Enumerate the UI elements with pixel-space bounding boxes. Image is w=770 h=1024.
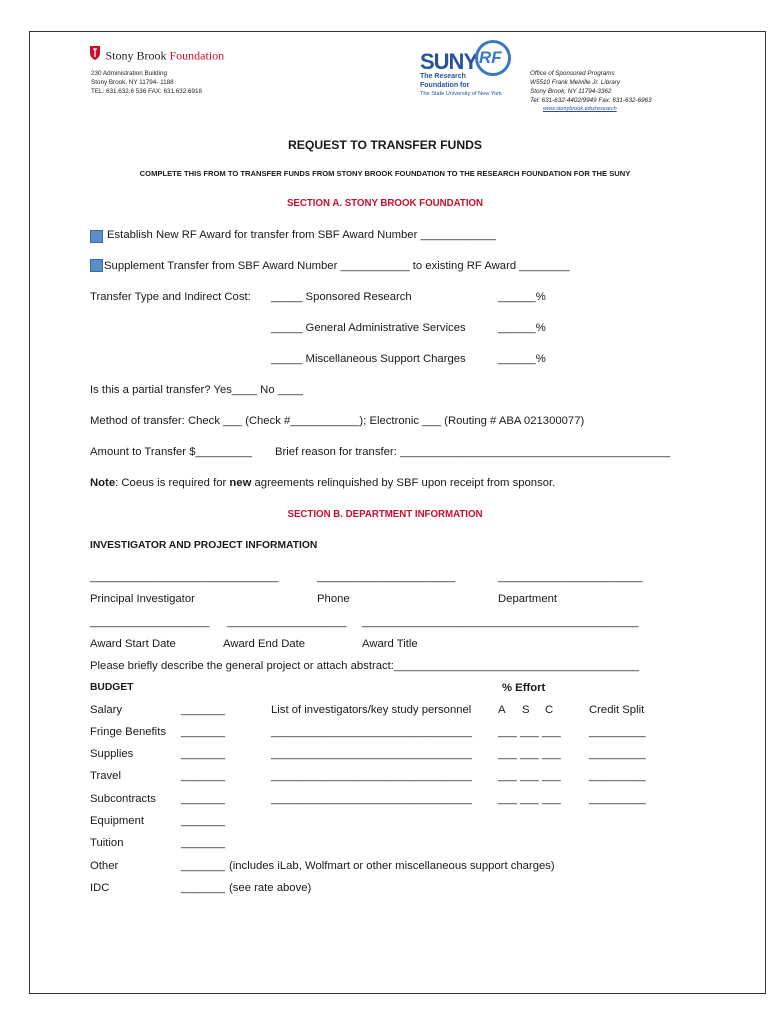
budget-row-label: Equipment xyxy=(90,815,145,827)
credit-line: _________ xyxy=(589,748,646,760)
pi-line: ______________________________ xyxy=(90,571,279,583)
establish-new-label: Establish New RF Award for transfer from SBF Award Number ____________ xyxy=(107,229,496,241)
rf-logo-text: RF xyxy=(479,48,502,67)
office-line3: Stony Brook, NY 11794-3362 xyxy=(530,88,612,95)
office-line2: W5510 Frank Melville Jr. Library xyxy=(530,79,621,86)
personnel-line: ________________________________ xyxy=(271,793,473,805)
rf-tagline-3: The State University of New York xyxy=(420,91,502,97)
rf-tagline-2: Foundation for xyxy=(420,82,470,89)
award-end-label: Award End Date xyxy=(223,638,306,650)
supplement-checkbox[interactable] xyxy=(90,259,103,272)
budget-heading: BUDGET xyxy=(90,682,134,693)
budget-row-label: Tuition xyxy=(90,837,124,849)
budget-row-label: Salary xyxy=(90,704,123,716)
sbf-address-line1: 230 Administration Building xyxy=(91,70,167,77)
rf-tagline-1: The Research xyxy=(420,73,466,80)
budget-row-blank: _______ xyxy=(181,770,225,782)
credit-line: _________ xyxy=(589,726,646,738)
section-a-heading: SECTION A. STONY BROOK FOUNDATION xyxy=(286,198,484,209)
form-subtitle: COMPLETE THIS FROM TO TRANSFER FUNDS FROM STONY BROOK FOUNDATION TO THE RESEARCH FOUNDATION FOR THE SUNY xyxy=(139,169,631,178)
transfer-type-label: Transfer Type and Indirect Cost: xyxy=(90,291,251,303)
department-label: Department xyxy=(498,593,558,605)
effort-line: ___ ___ ___ xyxy=(498,726,561,738)
effort-line: ___ ___ ___ xyxy=(498,770,561,782)
budget-row-blank: _______ xyxy=(181,704,225,716)
budget-row-label: Subcontracts xyxy=(90,793,156,805)
type-sponsored-research: _____ Sponsored Research xyxy=(271,291,412,303)
sbf-phone: TEL: 631.632.6 536 FAX: 631.632.6918 xyxy=(91,88,202,95)
budget-row-label: Other xyxy=(90,860,119,872)
budget-row-blank: _______ xyxy=(181,793,225,805)
award-start-line: ___________________ xyxy=(90,616,210,628)
award-end-line: ___________________ xyxy=(227,616,347,628)
budget-row-blank: _______ xyxy=(181,882,225,894)
budget-row-label: Supplies xyxy=(90,748,134,760)
budget-row-label: IDC xyxy=(90,882,110,894)
budget-row-blank: _______ xyxy=(181,837,225,849)
effort-heading: % Effort xyxy=(502,682,546,694)
effort-line: ___ ___ ___ xyxy=(498,793,561,805)
note-text xyxy=(90,477,555,489)
effort-col-s: S xyxy=(522,704,530,716)
pi-label: Principal Investigator xyxy=(90,593,195,605)
budget-row-label: Fringe Benefits xyxy=(90,726,166,738)
section-b-heading: SECTION B. DEPARTMENT INFORMATION xyxy=(287,509,483,520)
type-general-admin-pct: ______% xyxy=(498,322,546,334)
office-line4: Tel: 631-632-4402/9949 Fax: 631-632-6963 xyxy=(530,97,652,104)
note-text-part2: agreements relinquished by SBF upon receipt from sponsor. xyxy=(251,477,556,489)
award-title-label: Award Title xyxy=(362,638,418,650)
personnel-line: ________________________________ xyxy=(271,770,473,782)
note-label: Note xyxy=(90,477,116,489)
form-title: REQUEST TO TRANSFER FUNDS xyxy=(287,138,483,152)
award-title-line: ____________________________________________ xyxy=(362,616,639,628)
effort-line: ___ ___ ___ xyxy=(498,748,561,760)
office-line1: Office of Sponsored Programs xyxy=(530,70,615,77)
note-text-part1: : Coeus is required for xyxy=(115,477,230,489)
suny-logo-text: SUNY xyxy=(420,49,478,74)
investigator-project-heading: INVESTIGATOR AND PROJECT INFORMATION xyxy=(90,540,318,551)
award-start-label: Award Start Date xyxy=(90,638,176,650)
effort-col-a: A xyxy=(498,704,506,716)
budget-row-label: Travel xyxy=(90,770,121,782)
brief-reason: Brief reason for transfer: ___________________________________________ xyxy=(275,446,671,458)
phone-line: ______________________ xyxy=(317,571,456,583)
credit-line: _________ xyxy=(589,770,646,782)
credit-split-heading: Credit Split xyxy=(589,704,645,716)
type-misc-support: _____ Miscellaneous Support Charges xyxy=(271,353,466,365)
department-line: _______________________ xyxy=(498,571,643,583)
sbf-name-part1: Stony Brook xyxy=(105,48,167,63)
office-url-link[interactable]: www.stonybrook.edu/research xyxy=(543,106,617,112)
amount-to-transfer: Amount to Transfer $_________ xyxy=(90,446,253,458)
phone-label: Phone xyxy=(317,593,350,605)
budget-row-blank: _______ xyxy=(181,748,225,760)
budget-row-blank: _______ xyxy=(181,726,225,738)
supplement-label: Supplement Transfer from SBF Award Number ___________ to existing RF Award ________ xyxy=(104,260,570,272)
personnel-heading: List of investigators/key study personnel xyxy=(271,704,472,716)
sbf-name-part2: Foundation xyxy=(169,48,225,63)
type-sponsored-research-pct: ______% xyxy=(498,291,546,303)
type-general-admin: _____ General Administrative Services xyxy=(271,322,466,334)
personnel-line: ________________________________ xyxy=(271,726,473,738)
budget-row-note: (see rate above) xyxy=(229,882,312,894)
personnel-line: ________________________________ xyxy=(271,748,473,760)
describe-project: Please briefly describe the general project or attach abstract:_______________________________________ xyxy=(90,660,639,672)
budget-row-blank: _______ xyxy=(181,860,225,872)
establish-new-checkbox[interactable] xyxy=(90,230,103,243)
sbf-shield-icon xyxy=(89,45,101,66)
type-misc-support-pct: ______% xyxy=(498,353,546,365)
method-of-transfer: Method of transfer: Check ___ (Check #___________); Electronic ___ (Routing # ABA 021300077) xyxy=(90,415,585,427)
effort-col-c: C xyxy=(545,704,554,716)
note-new-word: new xyxy=(229,477,252,489)
sbf-logo xyxy=(89,45,224,66)
partial-transfer-question: Is this a partial transfer? Yes____ No ____ xyxy=(90,384,303,396)
budget-row-note: (includes iLab, Wolfmart or other miscellaneous support charges) xyxy=(229,860,555,872)
budget-row-blank: _______ xyxy=(181,815,225,827)
sbf-address-line2: Stony Brook, NY 11794- 1188 xyxy=(91,79,174,86)
credit-line: _________ xyxy=(589,793,646,805)
